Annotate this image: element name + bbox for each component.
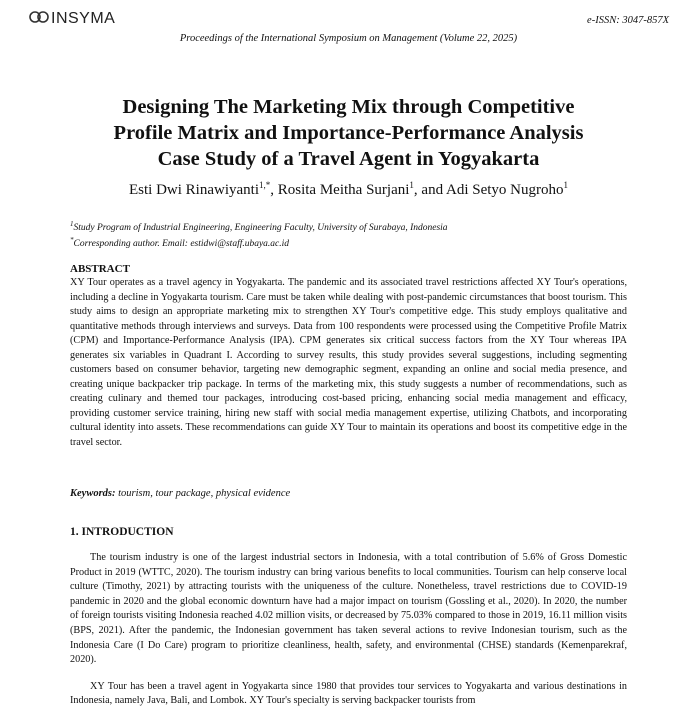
page-header (0, 0, 697, 60)
author-name: , and Adi Setyo Nugroho (413, 182, 564, 198)
abstract-heading: ABSTRACT (70, 263, 130, 275)
affiliation-text: Study Program of Industrial Engineering, Engineering Faculty, University of Surabaya, Indonesia (73, 223, 448, 234)
insyma-logo-icon (28, 10, 50, 24)
paragraph: XY Tour has been a travel agent in Yogyakarta since 1980 that provides tour services to Yogyakarta and various destinations in Indonesia, namely Java, Bali, and Lombok. XY Tour's specialty is serving backpacker tourists from (70, 680, 627, 707)
affiliation-line (70, 218, 660, 234)
section-heading-introduction: 1. INTRODUCTION (70, 526, 174, 538)
keywords-label: Keywords: (70, 488, 116, 499)
title-line: Case Study of a Travel Agent in Yogyakarta (157, 148, 540, 170)
proceedings-header: Proceedings of the International Symposium on Management (Volume 22, 2025) (179, 33, 518, 44)
keywords-line (70, 488, 627, 499)
insyma-logo (28, 10, 115, 28)
issn-label: e-ISSN: 3047-857X (587, 15, 669, 26)
author-sup: 1 (409, 180, 414, 190)
introduction-body (70, 551, 627, 721)
affiliations (70, 218, 660, 250)
keywords-value: tourism, tour package, physical evidence (118, 488, 291, 499)
title-line: Designing The Marketing Mix through Competitive (122, 96, 575, 118)
author-sup: 1,* (259, 180, 271, 190)
logo-text: INSYMA (51, 10, 116, 27)
title-line: Profile Matrix and Importance-Performance Analysis (113, 122, 584, 144)
paragraph: The tourism industry is one of the largest industrial sectors in Indonesia, with a total contribution of 5.6% of Gross Domestic Product in 2019 (WTTC, 2020). The tourism industry can bring various benefits to local communities. Tourism can help conserve local culture (Timothy, 2021) by attracting tourists with the uniqueness of the culture. Nonetheless, travel restrictions due to COVID-19 pandemic in 2020 and the global economic downturn have had a major impact on tourism (Gossling et al., 2020). In 2020, the number of foreign tourists visiting Indonesia reached 4.02 million visits, or decreased by 75.03% compared to those in 2019, 16.11 million visits (BPS, 2021). After the pandemic, the Indonesian government has taken several actions to revive Indonesian tourism, such as the Indonesia Care (I Do Care) program to prioritize cleanliness, health, safety, and environmental (CHSE) standards (Kemenparekraf, 2020). (70, 552, 627, 666)
author-name: , Rosita Meitha Surjani (270, 182, 410, 198)
affiliation-line (70, 234, 660, 250)
paper-title (40, 94, 657, 172)
affiliation-sup: * (70, 236, 74, 245)
corresponding-author: Corresponding author. Email: estidwi@staff.ubaya.ac.id (73, 239, 290, 250)
affiliation-sup: 1 (70, 220, 74, 228)
author-name: Esti Dwi Rinawiyanti (129, 182, 259, 198)
abstract-body: XY Tour operates as a travel agency in Yogyakarta. The pandemic and its associated travel restrictions affected XY Tour's operations, including a decline in Yogyakarta tourism. Care must be taken while dealing with post-pandemic circumstances that boost tourism. This study aims to design an appropriate marketing mix to strengthen XY Tour's competitive edge. This study employs qualitative and quantitative methods through interviews and surveys. Data from 100 respondents were processed using the Competitive Profile Matrix (CPM) and Importance-Performance Analysis (IPA). CPM generates six critical success factors from the XY Tour whereas IPA generates six variables in Quadrant I. According to survey results, this study provides several suggestions, including segmenting customers based on consumer behavior, targeting new demographic segment, expanding an online and social media presence, and creating unique backpacker trip package. In terms of the marketing mix, this study suggests a number of recommendations, such as creating culinary and themed tour packages, introducing cost-based pricing, enhancing social media management and efficacy, providing customer service training, hiring new staff with social media management expertise, utilizing Chatbots, and incorporating cultural identity into assets. These recommendations can guide XY Tour to maintain its operations and boost its competitive edge in the travel sector. (70, 277, 627, 448)
author-list (40, 180, 657, 199)
author-sup: 1 (563, 180, 568, 190)
